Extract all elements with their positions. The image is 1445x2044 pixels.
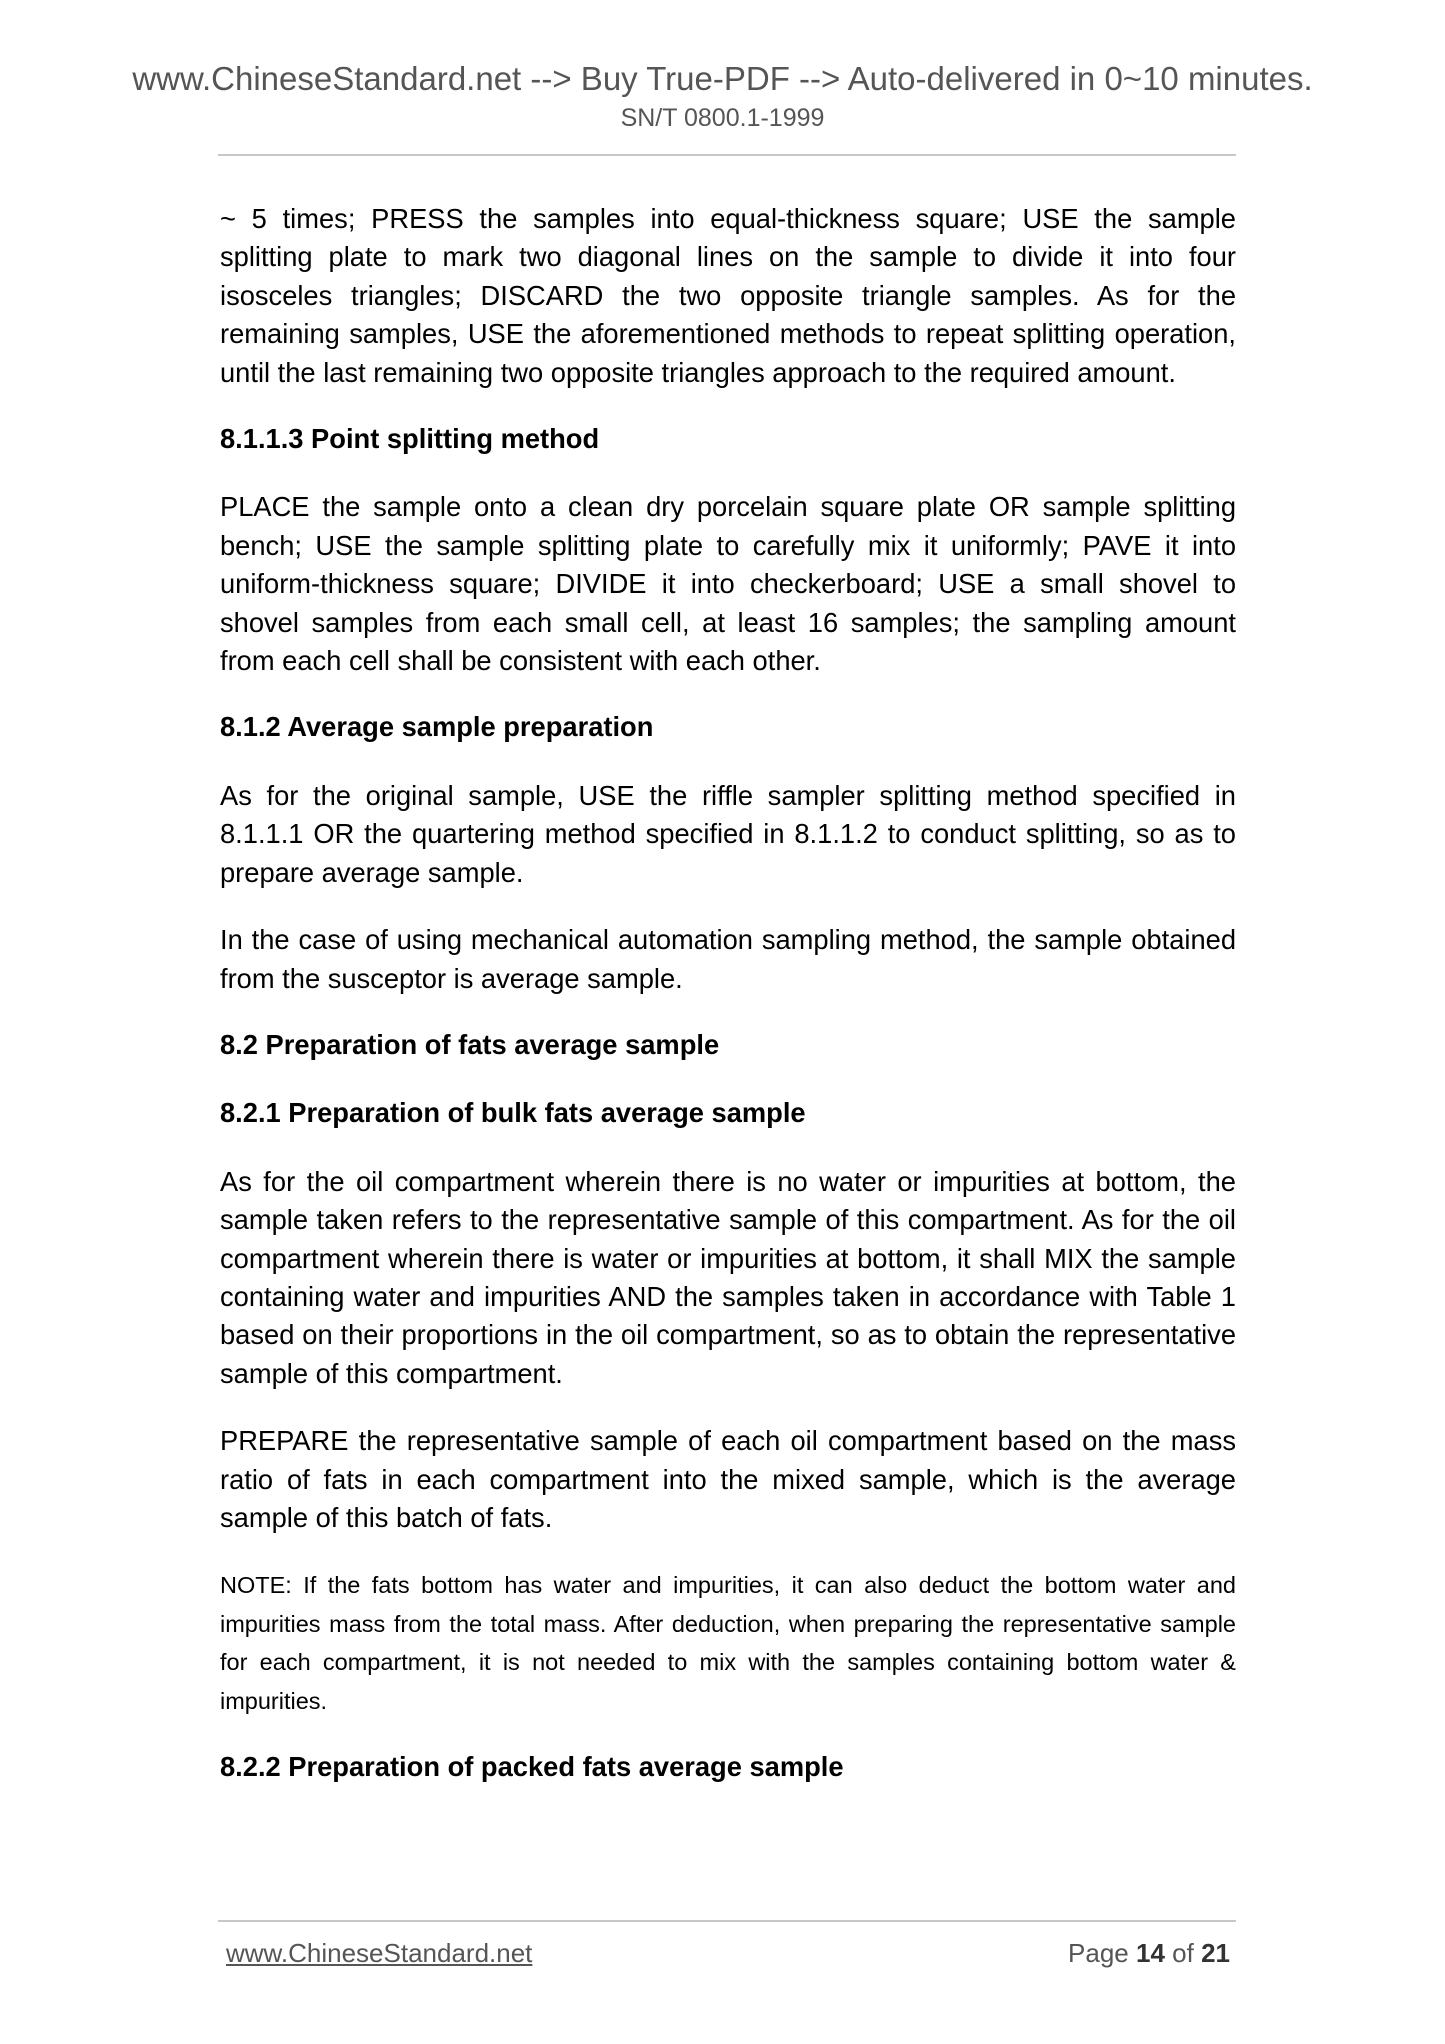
section-heading-8-2-2: 8.2.2 Preparation of packed fats average sample [220, 1751, 844, 1782]
section-heading-8-2-1: 8.2.1 Preparation of bulk fats average sample [220, 1097, 806, 1129]
paragraph-point-splitting: PLACE the sample onto a clean dry porcelain square plate OR sample splitting bench; USE the sample splitting plate to carefully mix it uniformly; PAVE it into uniform-thickness square; DIVIDE it into checkerboard; USE a small shovel to shovel samples from each small cell, at least 16 samples; the sampling amount from each cell shall be consistent with each other. [220, 491, 1236, 677]
paragraph-oil-compartment: As for the oil compartment wherein there is no water or impurities at bottom, the sample taken refers to the representative sample of this compartment. As for the oil compartment wherein there is water or impurities at bottom, it shall MIX the sample containing water and impurities AND the samples taken in accordance with Table 1 based on their proportions in the oil compartment, so as to obtain the representative sample of this compartment. [220, 1165, 1236, 1389]
header-banner-text: www.ChineseStandard.net --> Buy True-PDF --> Auto-delivered in 0~10 minutes. [132, 60, 1313, 97]
paragraph-mechanical-sampling: In the case of using mechanical automation sampling method, the sample obtained from the susceptor is average sample. [220, 924, 1236, 994]
section-heading-8-1-2: 8.1.2 Average sample preparation [220, 711, 654, 743]
header-divider [218, 154, 1236, 156]
section-heading-8-1-1-3: 8.1.1.3 Point splitting method [220, 423, 600, 455]
footer-divider [218, 1920, 1236, 1922]
page-indicator [1068, 1936, 1230, 1970]
document-body [220, 200, 1236, 1786]
standard-code: SN/T 0800.1-1999 [620, 104, 825, 132]
footer-site-link[interactable]: www.ChineseStandard.net [226, 1938, 533, 1968]
note-paragraph: NOTE: If the fats bottom has water and impurities, it can also deduct the bottom water and impurities mass from the total mass. After deduction, when preparing the representative sample for each compartment, it is not needed to mix with the samples containing bottom water & impurities. [220, 1572, 1236, 1714]
page-header [0, 58, 1445, 134]
total-pages-number: 21 [1201, 1938, 1230, 1968]
paragraph-splitting-continuation: ~ 5 times; PRESS the samples into equal-thickness square; USE the sample splitting plate to mark two diagonal lines on the sample to divide it into four isosceles triangles; DISCARD the two opposite triangle samples. As for the remaining samples, USE the aforementioned methods to repeat splitting operation, until the last remaining two opposite triangles approach to the required amount. [220, 203, 1236, 388]
paragraph-original-sample: As for the original sample, USE the riffle sampler splitting method specified in 8.1.1.1 OR the quartering method specified in 8.1.1.2 to conduct splitting, so as to prepare average sample. [220, 779, 1236, 888]
page-word: Page [1068, 1938, 1129, 1968]
of-word: of [1172, 1938, 1194, 1968]
paragraph-prepare-representative: PREPARE the representative sample of each oil compartment based on the mass ratio of fats in each compartment into the mixed sample, which is the average sample of this batch of fats. [220, 1425, 1236, 1533]
current-page-number: 14 [1136, 1938, 1165, 1968]
section-heading-8-2: 8.2 Preparation of fats average sample [220, 1028, 720, 1060]
